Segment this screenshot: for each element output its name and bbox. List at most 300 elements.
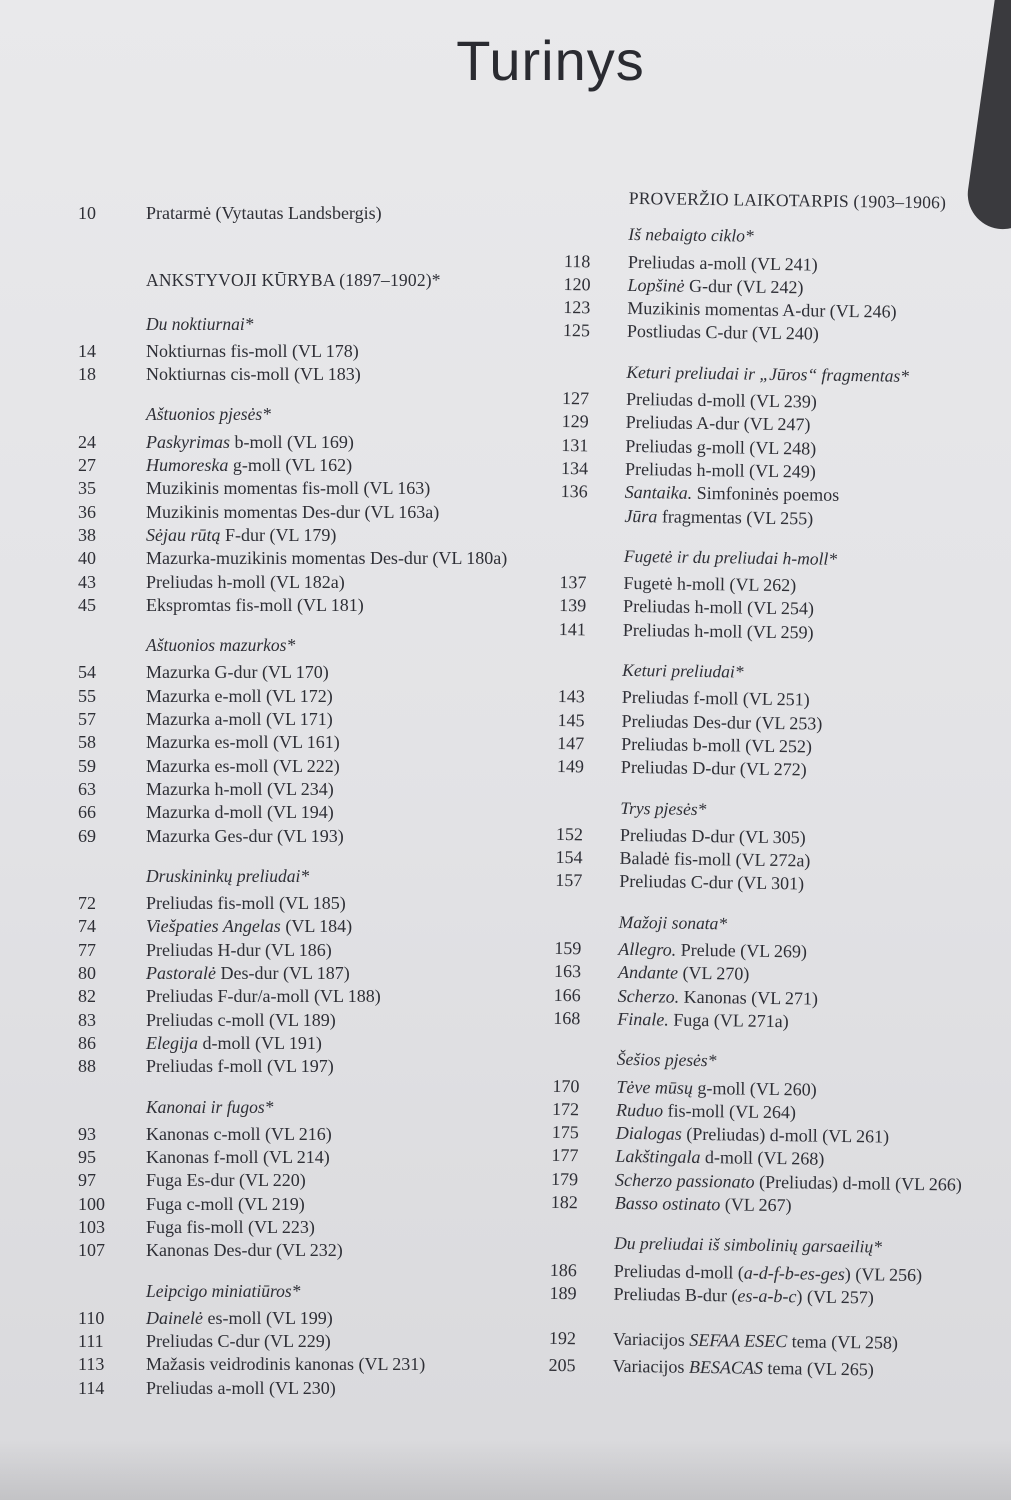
entry-text: Noktiurnas cis-moll (VL 183) xyxy=(146,364,361,385)
toc-entry xyxy=(78,661,548,684)
entry-title xyxy=(615,1192,792,1218)
entry-title xyxy=(146,594,364,617)
entry-title xyxy=(623,572,796,598)
entry-italic-title: Finale. xyxy=(617,1008,670,1030)
section-heading: PROVERŽIO LAIKOTARPIS (1903–1906) xyxy=(628,187,947,213)
page-number xyxy=(560,521,624,522)
entry-title xyxy=(146,501,439,524)
group-heading: Aštuonios pjesės* xyxy=(146,404,271,425)
page-number: 157 xyxy=(555,870,583,891)
entry-text: Kanonas f-moll (VL 214) xyxy=(146,1147,330,1168)
entry-title xyxy=(625,435,816,461)
page-number: 95 xyxy=(78,1147,96,1168)
entry-text: Ekspromtas fis-moll (VL 181) xyxy=(146,594,364,615)
toc-entry xyxy=(78,731,548,754)
toc-entry xyxy=(560,504,1000,533)
toc-entry xyxy=(553,1007,993,1036)
entry-title xyxy=(146,915,352,938)
group-heading: Keturi preliudai* xyxy=(622,659,744,682)
page-number: 69 xyxy=(78,825,96,846)
entry-text: Simfoninės poemos xyxy=(692,483,840,506)
page-number: 66 xyxy=(78,802,96,823)
entry-title xyxy=(626,388,817,414)
toc-entry xyxy=(563,319,1003,348)
entry-title xyxy=(146,1146,330,1169)
page-number: 36 xyxy=(78,501,96,522)
entry-text: Preliudas C-dur (VL 301) xyxy=(619,871,805,894)
entry-title xyxy=(146,825,344,848)
entry-title xyxy=(623,595,814,621)
page-number: 127 xyxy=(561,388,590,409)
page-number: 139 xyxy=(559,595,587,616)
group-heading: Trys pjesės* xyxy=(620,797,707,819)
entry-text: ) (VL 257) xyxy=(796,1286,874,1308)
page-number: 83 xyxy=(78,1009,96,1030)
group-heading: Du noktiurnai* xyxy=(146,313,254,334)
toc-entry xyxy=(78,685,548,708)
entry-italic-title: Santaika. xyxy=(624,482,693,504)
entry-text: Mazurka h-moll (VL 234) xyxy=(146,778,334,799)
entry-title xyxy=(146,685,333,708)
entry-title xyxy=(146,363,361,386)
page-number: 97 xyxy=(78,1170,96,1191)
entry-title xyxy=(146,731,340,754)
entry-text: Variacijos xyxy=(612,1328,690,1351)
entry-italic-title: a-d-f-b-es-ges xyxy=(743,1262,845,1284)
entry-text: (Preliudas) d-moll (VL 266) xyxy=(754,1171,963,1195)
page-number: 172 xyxy=(551,1098,580,1120)
entry-text: Muzikinis momentas fis-moll (VL 163) xyxy=(146,478,431,499)
entry-text: Fuga fis-moll (VL 223) xyxy=(146,1216,315,1237)
entry-title xyxy=(146,1377,336,1400)
entry-text: d-moll (VL 191) xyxy=(198,1032,322,1053)
page-number: 111 xyxy=(78,1331,104,1352)
entry-text: Preliudas B-dur ( xyxy=(613,1283,738,1306)
toc-entry xyxy=(78,501,548,524)
page-number: 143 xyxy=(557,686,586,707)
toc-entry xyxy=(78,962,548,985)
entry-title xyxy=(616,1099,796,1125)
entry-italic-title: Scherzo passionato xyxy=(614,1169,755,1192)
entry-italic-title: Jūra xyxy=(624,505,658,526)
entry-italic-title: Tėve mūsų xyxy=(616,1076,694,1098)
entry-title xyxy=(146,547,507,570)
toc-entry xyxy=(78,985,548,1008)
entry-text: tema (VL 265) xyxy=(762,1358,874,1380)
page-number: 123 xyxy=(563,297,591,318)
page-number: 18 xyxy=(78,364,96,385)
entry-text: Fugetė h-moll (VL 262) xyxy=(623,573,797,596)
entry-text: Preliudas a-moll (VL 230) xyxy=(146,1377,336,1398)
entry-text: Mazurka d-moll (VL 194) xyxy=(146,802,334,823)
entry-title xyxy=(146,1123,332,1146)
entry-text: Prelude (VL 269) xyxy=(676,939,808,962)
entry-italic-title: Ruduo xyxy=(615,1099,664,1121)
group-heading: Leipcigo miniatiūros* xyxy=(146,1280,301,1301)
entry-italic-title: Elegija xyxy=(146,1032,198,1053)
entry-text: Kanonas (VL 271) xyxy=(679,986,819,1009)
entry-text: Preliudas A-dur (VL 247) xyxy=(625,412,811,435)
page-number: 205 xyxy=(548,1355,576,1376)
entry-text: Preliudas d-moll ( xyxy=(613,1260,744,1283)
entry-italic-title: Andante xyxy=(617,962,679,983)
page-number: 136 xyxy=(560,481,588,502)
group-heading: Šešios pjesės* xyxy=(616,1049,717,1071)
entry-title xyxy=(625,481,840,507)
toc-entry xyxy=(78,801,548,824)
entry-title xyxy=(620,824,806,850)
toc-entry xyxy=(78,1169,548,1192)
group-heading: Keturi preliudai ir „Jūros“ fragmentas* xyxy=(626,361,910,386)
entry-title xyxy=(616,1075,817,1101)
toc-entry xyxy=(78,594,548,617)
entry-text: Preliudas F-dur/a-moll (VL 188) xyxy=(146,986,381,1007)
toc-entry xyxy=(557,755,997,784)
entry-title xyxy=(618,961,750,986)
entry-italic-title: Lopšinė xyxy=(627,274,685,296)
page-number: 149 xyxy=(556,756,585,777)
toc-entry xyxy=(78,755,548,778)
entry-title xyxy=(146,1239,343,1262)
entry-title xyxy=(146,801,334,824)
page-number: 74 xyxy=(78,916,96,937)
page-number: 27 xyxy=(78,455,96,476)
entry-title xyxy=(146,1055,334,1078)
entry-italic-title: Dialogas xyxy=(615,1122,682,1144)
toc-entry xyxy=(78,1330,548,1353)
toc-entry xyxy=(78,939,548,962)
entry-title xyxy=(146,778,334,801)
entry-title xyxy=(146,985,381,1008)
entry-text: (Preliudas) d-moll (VL 261) xyxy=(681,1123,890,1147)
entry-text: Preliudas fis-moll (VL 185) xyxy=(146,893,346,914)
entry-italic-title: es-a-b-c xyxy=(737,1285,797,1307)
page-number: 186 xyxy=(549,1259,578,1280)
entry-title xyxy=(617,1008,789,1034)
page-number: 82 xyxy=(78,986,96,1007)
entry-italic-title: Lakštingala xyxy=(615,1146,701,1168)
entry-text: Des-dur (VL 187) xyxy=(216,963,350,984)
entry-title xyxy=(146,524,336,547)
toc-entry xyxy=(78,1146,548,1169)
page-number: 129 xyxy=(561,411,589,432)
toc-entry xyxy=(78,1055,548,1078)
entry-title xyxy=(618,938,807,964)
toc-entry xyxy=(548,1354,988,1383)
toc-entry xyxy=(559,618,999,647)
entry-title xyxy=(619,870,804,896)
entry-text: G-dur (VL 242) xyxy=(684,275,804,298)
entry-text: Mazurka e-moll (VL 172) xyxy=(146,685,333,706)
entry-text: Fuga c-moll (VL 219) xyxy=(146,1193,305,1214)
toc-entry xyxy=(78,1377,548,1400)
toc-entry xyxy=(78,547,548,570)
right-column xyxy=(548,186,1005,1384)
page-number: 54 xyxy=(78,662,96,683)
page-number: 59 xyxy=(78,755,96,776)
entry-title xyxy=(146,962,350,985)
page-number: 189 xyxy=(549,1282,577,1304)
entry-text: (VL 267) xyxy=(720,1194,792,1216)
entry-text: Preliudas H-dur (VL 186) xyxy=(146,939,332,960)
entry-text: Mazurka es-moll (VL 161) xyxy=(146,732,340,753)
entry-text: Preliudas D-dur (VL 305) xyxy=(619,824,806,848)
entry-title xyxy=(146,755,340,778)
toc-entry xyxy=(78,571,548,594)
entry-title xyxy=(622,686,810,712)
entry-text: Preliudas h-moll (VL 249) xyxy=(624,458,816,482)
entry-text: Mazurka es-moll (VL 222) xyxy=(146,755,340,776)
entry-title xyxy=(146,340,359,363)
entry-title xyxy=(146,661,329,684)
toc-entry xyxy=(78,708,548,731)
entry-title xyxy=(146,431,354,454)
entry-title xyxy=(628,250,818,276)
page-number: 40 xyxy=(78,548,96,569)
page-number: 163 xyxy=(553,961,582,982)
entry-text: ) (VL 256) xyxy=(844,1263,923,1285)
toc-entry xyxy=(78,1307,548,1330)
entry-italic-title: Paskyrimas xyxy=(146,431,230,452)
entry-title xyxy=(146,477,430,500)
entry-text: Preliudas C-dur (VL 229) xyxy=(146,1331,331,1352)
spacer xyxy=(78,225,548,269)
page-number: 179 xyxy=(551,1168,579,1189)
entry-text: g-moll (VL 260) xyxy=(692,1077,817,1100)
entry-text: fragmentas (VL 255) xyxy=(657,505,814,529)
entry-italic-title: Pastoralė xyxy=(146,963,216,984)
group-heading: Kanonai ir fugos* xyxy=(146,1096,274,1117)
page-number: 35 xyxy=(78,478,96,499)
page-number: 77 xyxy=(78,939,96,960)
page-number: 114 xyxy=(78,1377,105,1398)
page-number: 110 xyxy=(78,1307,105,1328)
entry-text: fis-moll (VL 264) xyxy=(662,1100,797,1123)
page-number: 134 xyxy=(560,457,589,479)
entry-text: Preliudas b-moll (VL 252) xyxy=(621,733,813,757)
page-number: 168 xyxy=(553,1007,581,1029)
entry-italic-title: Allegro. xyxy=(618,938,677,960)
entry-title xyxy=(146,1353,425,1376)
entry-text: (VL 184) xyxy=(280,916,353,937)
toc-entry xyxy=(78,524,548,547)
entry-text: g-moll (VL 162) xyxy=(228,455,353,476)
entry-text: Kanonas c-moll (VL 216) xyxy=(146,1123,332,1144)
entry-text: tema (VL 258) xyxy=(787,1331,899,1353)
page-number: 177 xyxy=(551,1145,579,1166)
page-number: 10 xyxy=(78,203,96,223)
entry-title xyxy=(146,1330,331,1353)
entry-text: Preliudas a-moll (VL 241) xyxy=(627,251,818,275)
toc-entry xyxy=(78,915,548,938)
toc-entry xyxy=(78,340,548,363)
page-number: 63 xyxy=(78,778,96,799)
toc-entry xyxy=(78,1032,548,1055)
entry-title xyxy=(621,733,812,759)
toc-entry xyxy=(555,869,995,898)
group-heading: Druskininkų preliudai* xyxy=(146,865,310,886)
page-number: 55 xyxy=(78,685,96,706)
toc-entry xyxy=(78,778,548,801)
page-shadow xyxy=(0,1440,1011,1500)
entry-title xyxy=(621,756,807,782)
toc-entry xyxy=(549,1327,989,1356)
toc-entry xyxy=(78,363,548,386)
entry-text: Preliudas f-moll (VL 251) xyxy=(621,687,810,710)
page-number: 38 xyxy=(78,524,96,545)
entry-title xyxy=(627,320,819,346)
entry-text: Muzikinis momentas Des-dur (VL 163a) xyxy=(146,501,440,522)
entry-title xyxy=(626,411,811,437)
entry-title xyxy=(625,458,816,484)
page-number: 166 xyxy=(553,984,581,1005)
page-number: 86 xyxy=(78,1032,96,1053)
page-number: 43 xyxy=(78,571,96,592)
section-heading: ANKSTYVOJI KŪRYBA (1897–1902)* xyxy=(146,270,441,291)
entry-italic-title: Dainelė xyxy=(146,1307,203,1328)
page-number: 120 xyxy=(563,273,591,295)
page-number: 141 xyxy=(558,618,586,640)
group-heading: Mažoji sonata* xyxy=(618,911,728,934)
page-number: 175 xyxy=(551,1122,579,1143)
page-number: 45 xyxy=(78,594,96,615)
entry-title: Pratarmė (Vytautas Landsbergis) xyxy=(146,203,382,223)
entry-text: Baladė fis-moll (VL 272a) xyxy=(619,847,811,871)
page-number: 24 xyxy=(78,431,96,452)
entry-text: Noktiurnas fis-moll (VL 178) xyxy=(146,340,359,361)
page-number: 154 xyxy=(555,847,583,868)
page-title: Turinys xyxy=(456,29,645,92)
toc-entry xyxy=(78,825,548,848)
entry-title xyxy=(146,892,346,915)
entry-italic-title: Scherzo. xyxy=(617,985,680,1007)
page-number: 118 xyxy=(563,250,591,271)
entry-title xyxy=(627,274,803,300)
entry-text: Fuga (VL 271a) xyxy=(668,1009,789,1032)
page-number: 145 xyxy=(557,709,585,730)
entry-title xyxy=(612,1355,874,1382)
toc-entry xyxy=(78,454,548,477)
group-heading: Fugetė ir du preliudai h-moll* xyxy=(623,545,838,569)
toc-entry xyxy=(78,477,548,500)
toc-entry xyxy=(78,1239,548,1262)
page-number: 100 xyxy=(78,1193,105,1214)
page-number: 72 xyxy=(78,893,96,914)
page-number: 14 xyxy=(78,340,96,361)
entry-title xyxy=(621,709,822,735)
page-number: 131 xyxy=(561,434,589,456)
entry-title xyxy=(146,1216,315,1239)
entry-text: Mažasis veidrodinis kanonas (VL 231) xyxy=(146,1354,426,1375)
entry-text: b-moll (VL 169) xyxy=(230,431,354,452)
entry-text: Preliudas h-moll (VL 254) xyxy=(622,596,815,619)
entry-text: Preliudas D-dur (VL 272) xyxy=(620,757,807,780)
entry-text: Preliudas f-moll (VL 197) xyxy=(146,1056,334,1077)
group-heading: Du preliudai iš simbolinių garsaeilių* xyxy=(614,1233,883,1257)
toc-entry xyxy=(78,431,548,454)
entry-italic-title: Humoreska xyxy=(146,455,229,476)
entry-title xyxy=(146,454,352,477)
entry-text: Mazurka G-dur (VL 170) xyxy=(146,662,329,683)
toc-entry xyxy=(78,1216,548,1239)
entry-italic-title: SEFAA ESEC xyxy=(689,1330,788,1352)
page-number: 152 xyxy=(555,823,584,845)
page-number: 113 xyxy=(78,1354,105,1375)
toc-entry xyxy=(78,1353,548,1376)
page-number: 107 xyxy=(78,1240,105,1261)
entry-text: Preliudas d-moll (VL 239) xyxy=(625,388,817,412)
entry-title xyxy=(623,619,814,645)
entry-title xyxy=(624,504,813,530)
entry-title xyxy=(615,1145,824,1171)
entry-text: Muzikinis momentas A-dur (VL 246) xyxy=(627,298,897,322)
entry-title xyxy=(146,1169,306,1192)
entry-text: Mazurka a-moll (VL 171) xyxy=(146,709,333,730)
page-number: 159 xyxy=(554,937,582,959)
page-number: 192 xyxy=(548,1328,577,1349)
entry-text: Variacijos xyxy=(612,1356,690,1378)
page-number: 137 xyxy=(559,572,587,593)
toc-entry xyxy=(78,1193,548,1216)
left-column xyxy=(78,202,548,1400)
entry-text: d-moll (VL 268) xyxy=(700,1147,825,1170)
entry-title xyxy=(146,571,345,594)
entry-title xyxy=(146,939,332,962)
entry-title xyxy=(146,708,333,731)
entry-text: Preliudas g-moll (VL 248) xyxy=(625,435,817,459)
entry-text: Preliudas h-moll (VL 182a) xyxy=(146,571,345,592)
entry-title xyxy=(146,1009,336,1032)
page-number: 58 xyxy=(78,732,96,753)
entry-title xyxy=(613,1283,874,1310)
toc-entry xyxy=(78,1009,548,1032)
entry-text: Mazurka-muzikinis momentas Des-dur (VL 180a) xyxy=(146,548,508,569)
page-number: 103 xyxy=(78,1216,105,1237)
entry-italic-title: Viešpaties Angelas xyxy=(146,916,281,937)
page-number: 88 xyxy=(78,1056,96,1077)
page-number: 80 xyxy=(78,963,96,984)
page-number: 147 xyxy=(557,732,585,754)
group-heading: Iš nebaigto ciklo* xyxy=(628,224,754,246)
entry-italic-title: BESACAS xyxy=(688,1357,764,1379)
toc-entry xyxy=(78,1123,548,1146)
page-number: 93 xyxy=(78,1123,96,1144)
page-number: 57 xyxy=(78,709,96,730)
entry-title xyxy=(146,1307,333,1330)
page-number: 125 xyxy=(562,320,591,341)
entry-italic-title: Basso ostinato xyxy=(614,1192,721,1215)
entry-text: F-dur (VL 179) xyxy=(220,524,337,545)
entry-text: (VL 270) xyxy=(677,962,750,984)
entry-text: Preliudas Des-dur (VL 253) xyxy=(621,710,823,734)
entry-title xyxy=(146,1032,322,1055)
page-number: 182 xyxy=(550,1191,578,1213)
entry-text: Kanonas Des-dur (VL 232) xyxy=(146,1240,343,1261)
entry-title xyxy=(619,847,810,873)
entry-text: Preliudas h-moll (VL 259) xyxy=(622,619,814,643)
entry-text: Preliudas c-moll (VL 189) xyxy=(146,1009,336,1030)
entry-text: Postliudas C-dur (VL 240) xyxy=(626,321,819,345)
entry-title xyxy=(618,984,819,1010)
entry-title xyxy=(146,1193,305,1216)
entry-text: Mazurka Ges-dur (VL 193) xyxy=(146,825,344,846)
group-heading: Aštuonios mazurkos* xyxy=(146,635,296,656)
page-number: 170 xyxy=(552,1075,580,1096)
toc-entry xyxy=(78,892,548,915)
entry-italic-title: Sėjau rūtą xyxy=(146,524,221,545)
entry-title xyxy=(613,1328,898,1355)
entry-text: Fuga Es-dur (VL 220) xyxy=(146,1170,306,1191)
